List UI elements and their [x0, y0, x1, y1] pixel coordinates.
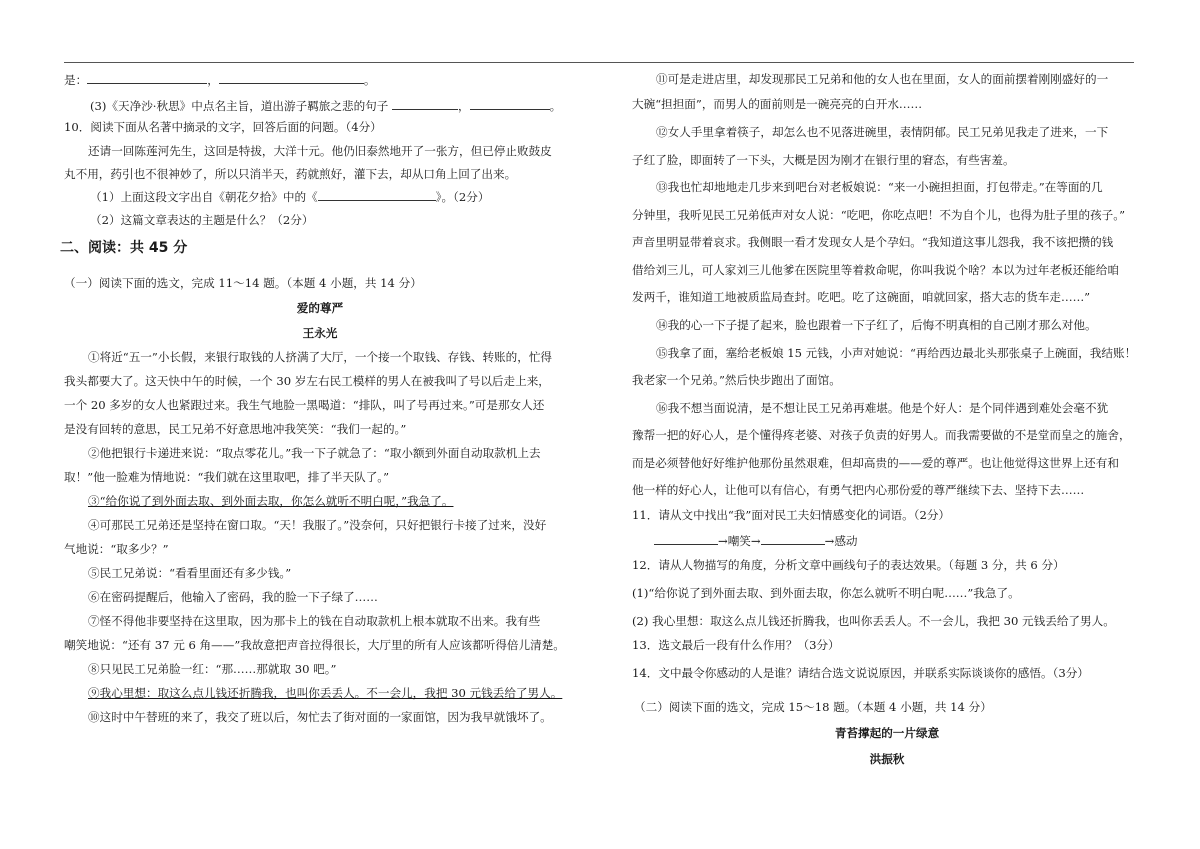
line-text: 取！”他一脸难为情地说：“我们就在这里取吧，排了半天队了。” — [64, 470, 390, 484]
line-text: 声音里明显带着哀求。我侧眼一看才发现女人是个孕妇。“我知道这事儿怨我，我不该把攒的钱 — [632, 235, 1114, 249]
text-line — [88, 446, 541, 460]
line-text: ③“给你说了到外面去取、到外面去取，你怎么就听不明白呢，”我急了。 — [88, 494, 454, 508]
text-line — [632, 208, 1125, 222]
line-text: ⑬我也忙却地地走几步来到吧台对老板娘说：“来一小碗担担面，打包带走。”在等面的几 — [656, 180, 1103, 194]
line-text: ②他把银行卡递进来说：“取点零花儿。”我一下子就急了：“取小额到外面自动取款机上去 — [88, 446, 541, 460]
line-text: ⑮我拿了面，塞给老板娘 15 元钱，小声对她说：“再给西边最北头那张桌子上碗面，我结账！ — [656, 346, 1137, 360]
text-line — [88, 590, 378, 604]
centered-title — [632, 752, 1142, 766]
answer-blank[interactable] — [87, 72, 207, 84]
line-text: 而是必须替他好好维护他那份虽然艰难，但却高贵的——爱的尊严。也让他觉得这世界上还有和 — [632, 456, 1119, 470]
text-line — [632, 97, 922, 111]
line-text: ⑪可是走进店里，却发现那民工兄弟和他的女人也在里面，女人的面前摆着刚刚盛好的一 — [656, 72, 1109, 86]
top-rule — [64, 62, 1134, 63]
line-text: ， — [458, 99, 470, 113]
line-text: ⑤民工兄弟说：“看看里面还有多少钱。” — [88, 566, 292, 580]
line-text: (3)《天净沙·秋思》中点名主旨，道出游子羁旅之悲的句子 — [90, 99, 393, 113]
text-line — [88, 518, 546, 532]
line-text: 12．请从人物描写的角度，分析文章中画线句子的表达效果。（每题 3 分，共 6 分） — [632, 558, 1065, 572]
text-line — [90, 189, 489, 204]
line-text: ⑦怪不得他非要坚持在这里取，因为那卡上的钱在自动取款机上根本就取不出来。我有些 — [88, 614, 541, 628]
line-text: 是没有回转的意思，民工兄弟不好意思地冲我笑笑：“我们一起的。” — [64, 422, 407, 436]
text-line — [64, 422, 406, 436]
line-text: 二、阅读：共 45 分 — [60, 240, 188, 256]
line-text: ④可那民工兄弟还是坚持在窗口取。“天！我服了。”没奈何，只好把银行卡接了过来，没好 — [88, 518, 547, 532]
text-line — [64, 120, 382, 134]
line-text: 13．选文最后一段有什么作用？（3分） — [632, 638, 840, 652]
line-text: 洪振秋 — [869, 752, 905, 766]
text-line — [632, 290, 1090, 304]
text-line — [64, 167, 516, 181]
line-text: 是： — [64, 73, 88, 87]
line-text: 气地说：“取多少？” — [64, 542, 169, 556]
line-text: 青苔撑起的一片绿意 — [834, 726, 940, 740]
line-text: ①将近“五一”小长假，来银行取钱的人挤满了大厅，一个接一个取钱、存钱、转账的，忙得 — [88, 350, 553, 364]
line-text: 大碗“担担面”，而男人的面前则是一碗亮亮的白开水…… — [632, 97, 923, 111]
answer-blank[interactable] — [470, 98, 550, 110]
text-line — [64, 398, 544, 412]
line-text: 发两千，谁知道工地被质监局查封。吃吧。吃了这碗面，咱就回家，搭大志的货车走……” — [632, 290, 1091, 304]
line-text: (2) 我心里想：取这么点儿钱还折腾我，也叫你丢丢人。不一会儿，我把 30 元钱丢给了男人。 — [632, 614, 1115, 628]
line-text: ⑩这时中午替班的来了，我交了班以后，匆忙去了街对面的一家面馆，因为我早就饿坏了。 — [88, 710, 552, 724]
answer-blank[interactable] — [392, 98, 458, 110]
line-text: 我头都要大了。这天快中午的时候，一个 30 岁左右民工模样的男人在被我叫了号以后走上来， — [64, 374, 550, 388]
text-line — [632, 428, 1131, 442]
centered-title — [632, 726, 1142, 740]
text-line — [632, 558, 1065, 572]
text-line — [632, 508, 950, 522]
text-line — [88, 614, 540, 628]
text-line — [634, 700, 992, 714]
centered-title — [64, 326, 576, 340]
text-line — [656, 318, 1097, 332]
line-text: ⑭我的心一下子提了起来，脸也跟着一下子红了，后悔不明真相的自己刚才那么对他。 — [656, 318, 1097, 332]
line-text: 丸不用，药引也不很神妙了，所以只消半天，药就煎好，灌下去，却从口角上回了出来。 — [64, 167, 517, 181]
line-text: 借给刘三儿，可人家刘三儿他爹在医院里等着救命呢，你叫我说个啥？本以为过年老板还能给咱 — [632, 263, 1119, 277]
line-text: 一个 20 多岁的女人也紧跟过来。我生气地脸一黑喝道：“排队，叫了号再过来。”可是那女人还 — [64, 398, 545, 412]
answer-blank[interactable] — [654, 533, 718, 545]
text-line — [64, 374, 550, 388]
text-line — [64, 638, 565, 652]
section-heading — [60, 241, 187, 255]
text-line — [632, 235, 1113, 249]
text-line — [656, 180, 1103, 194]
text-line — [632, 263, 1119, 277]
text-line — [88, 350, 552, 364]
line-text: 11．请从文中找出“我”面对民工夫妇情感变化的词语。（2分） — [632, 508, 951, 522]
text-line — [88, 494, 453, 508]
line-text: 我老家一个兄弟。”然后快步跑出了面馆。 — [632, 373, 841, 387]
line-text: (1)“给你说了到外面去取、到外面去取，你怎么就听不明白呢……”我急了。 — [632, 586, 1020, 600]
line-text: 豫帮一把的好心人，是个懂得疼老婆、对孩子负责的好男人。而我需要做的不是堂而皇之的施舍， — [632, 428, 1131, 442]
text-line — [88, 710, 552, 724]
centered-title — [64, 301, 576, 315]
text-line — [632, 483, 1084, 497]
line-text: ⑥在密码提醒后，他输入了密码，我的脸一下子绿了…… — [88, 590, 378, 604]
text-line — [64, 72, 375, 87]
text-line — [632, 638, 840, 652]
line-text: →嘲笑→ — [718, 534, 761, 548]
line-text: 14．文中最令你感动的人是谁？请结合选文说说原因，并联系实际谈谈你的感悟。（3分） — [632, 666, 1089, 680]
line-text: （2）这篇文章表达的主题是什么？（2分） — [90, 213, 314, 227]
line-text: （1）上面这段文字出自《朝花夕拾》中的《 — [90, 190, 318, 204]
text-line — [632, 586, 1020, 600]
text-line — [88, 566, 291, 580]
text-line — [632, 614, 1115, 628]
line-text: （二）阅读下面的选文，完成 15～18 题。（本题 4 小题，共 14 分） — [634, 700, 992, 714]
text-line — [632, 666, 1089, 680]
line-text: →感动 — [824, 534, 858, 548]
text-line — [64, 276, 422, 290]
text-line — [656, 401, 1108, 415]
answer-blank[interactable] — [219, 72, 364, 84]
text-line — [88, 144, 552, 158]
line-text: 爱的尊严 — [296, 301, 344, 315]
text-line — [656, 125, 1108, 139]
answer-blank[interactable] — [761, 533, 825, 545]
text-line — [64, 470, 389, 484]
left-column — [60, 68, 576, 748]
line-text: 分钟里，我听见民工兄弟低声对女人说：“吃吧，你吃点吧！不为自个儿，也得为肚子里的孩子。” — [632, 208, 1125, 222]
text-line — [632, 153, 1015, 167]
text-line — [90, 213, 313, 227]
text-line — [632, 456, 1119, 470]
line-text: 》。（2分） — [435, 190, 490, 204]
line-text: 他一样的好心人，让他可以有信心，有勇气把内心那份爱的尊严继续下去、坚持下去…… — [632, 483, 1085, 497]
line-text: ⑫女人手里拿着筷子，却怎么也不见落进碗里，表情阴郁。民工兄弟见我走了进来，一下 — [656, 125, 1109, 139]
line-text: ⑧只见民工兄弟脸一红：“那……那就取 30 吧。” — [88, 662, 337, 676]
text-line — [656, 346, 1136, 360]
line-text: 。 — [549, 99, 562, 113]
answer-blank[interactable] — [318, 189, 436, 201]
text-line — [88, 686, 562, 700]
line-text: 嘲笑地说：“还有 37 元 6 角——”我故意把声音拉得很长，大厅里的所有人应该都听得倍儿清楚。 — [64, 638, 565, 652]
line-text: （一）阅读下面的选文，完成 11～14 题。（本题 4 小题，共 14 分） — [64, 276, 422, 290]
line-text: 10．阅读下面从名著中摘录的文字，回答后面的问题。（4分） — [64, 120, 382, 134]
text-line — [88, 662, 336, 676]
text-line — [656, 72, 1108, 86]
right-column — [632, 68, 1142, 788]
line-text: ， — [207, 73, 219, 87]
line-text: ⑯我不想当面说清，是不想让民工兄弟再难堪。他是个好人：是个同伴遇到难处会毫不犹 — [656, 401, 1109, 415]
line-text: 。 — [363, 73, 376, 87]
line-text: 子红了脸，即面转了一下头，大概是因为刚才在银行里的窘态，有些害羞。 — [632, 153, 1015, 167]
line-text: 还请一回陈莲河先生，这回是特拔，大洋十元。他仍旧泰然地开了一张方，但已停止败鼓皮 — [88, 144, 552, 158]
text-line — [632, 373, 841, 387]
text-line — [90, 98, 561, 113]
line-text: 王永光 — [302, 326, 338, 340]
line-text: ⑨我心里想：取这么点儿钱还折腾我，也叫你丢丢人。不一会儿，我把 30 元钱丢给了男人。 — [88, 686, 563, 700]
text-line — [654, 533, 858, 548]
text-line — [64, 542, 169, 556]
